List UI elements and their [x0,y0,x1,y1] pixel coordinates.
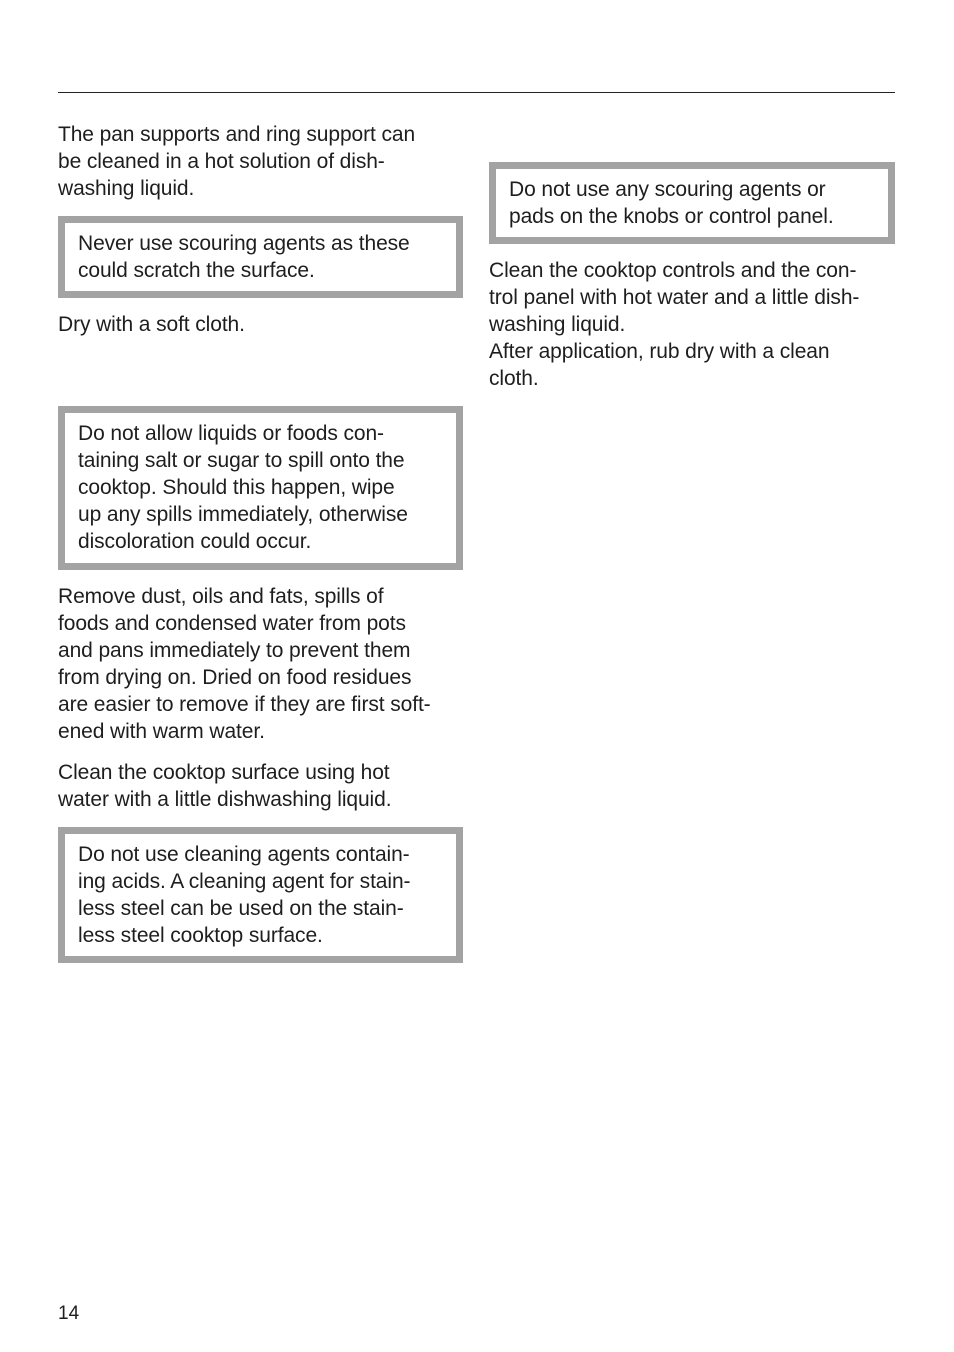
dry-cloth-paragraph: Dry with a soft cloth. [58,313,245,336]
acids-warning-box [58,827,463,963]
acids-warning-text: Do not use cleaning agents contain- ing acids. A cleaning agent for stain- less steel can be used on the stain- less steel cooktop surface. [78,843,411,947]
page-number: 14 [58,1303,80,1324]
knobs-warning-text: Do not use any scouring agents or pads on the knobs or control panel. [509,178,834,228]
scouring-warning-text: Never use scouring agents as these could scratch the surface. [78,232,410,282]
remove-dust-paragraph: Remove dust, oils and fats, spills of foods and condensed water from pots and pans immediately to prevent them from drying on. Dried on food residues are easier to remove if they are first soft- ened with warm water. [58,585,431,743]
scouring-warning-box [58,216,463,298]
controls-cleaning-paragraph: Clean the cooktop controls and the con- trol panel with hot water and a little dish- washing liquid. After application, rub dry with a clean cloth. [489,259,860,390]
pan-supports-paragraph: The pan supports and ring support can be cleaned in a hot solution of dish- washing liquid. [58,123,416,200]
clean-surface-paragraph: Clean the cooktop surface using hot water with a little dishwashing liquid. [58,761,392,811]
knobs-warning-box [489,162,895,244]
spills-warning-box [58,406,463,570]
header-rule [58,92,895,93]
spills-warning-text: Do not allow liquids or foods con- taining salt or sugar to spill onto the cooktop. Should this happen, wipe up any spills immediately, otherwise discoloration could occur. [78,422,408,553]
